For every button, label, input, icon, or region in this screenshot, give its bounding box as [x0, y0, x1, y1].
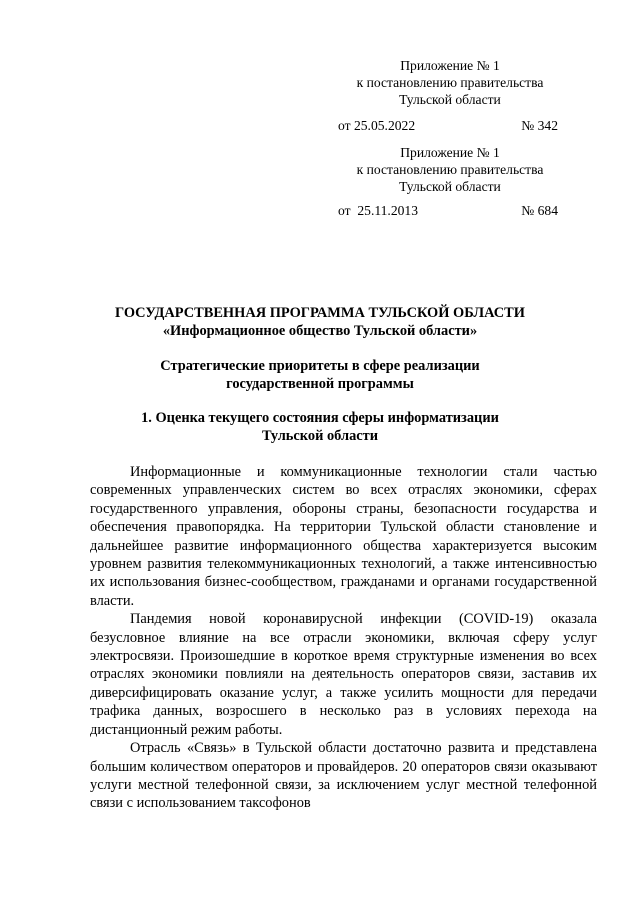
section-heading [70, 409, 570, 445]
body-paragraph: Информационные и коммуникационные технологии стали частью современных управленческих систем во всех отраслях экономики, сферах государственного управления, обороны страны, безопасности государства и обеспечения правопорядка. На территории Тульской области становление и дальнейшее развитие информационного общества характеризуется высоким уровнем развития телекоммуникационных технологий, а также интенсивностью их использования бизнес-сообществом, гражданами и органами государственной власти. [90, 464, 597, 609]
dateline-1 [338, 117, 558, 134]
appendix-line: Тульской области [399, 179, 501, 194]
subtitle-line: государственной программы [226, 376, 414, 392]
appendix-line: к постановлению правительства [356, 75, 544, 90]
section-heading-line: 1. Оценка текущего состояния сферы информатизации [141, 410, 499, 426]
body-paragraph: Пандемия новой коронавирусной инфекции (COVID-19) оказала безусловное влияние на все отрасли экономики, включая сферу услуг электросвязи. Произошедшие в короткое время структурные изменения во всех отраслях экономики повлияли на деятельность операторов связи, заставив их диверсифицировать оказание услуг, а также усилить мощности для передачи трафика данных, возросшего в несколько раз в условиях перехода на дистанционный режим работы. [90, 611, 597, 738]
program-title [70, 304, 570, 340]
resolution-date: от 25.11.2013 [338, 203, 419, 218]
appendix-block-2 [300, 144, 600, 195]
body-paragraph: Отрасль «Связь» в Тульской области достаточно развита и представлена большим количеством операторов и провайдеров. 20 операторов связи оказывают услуги местной телефонной связи, за исключением услуг местной телефонной связи с использованием таксофонов [90, 740, 597, 812]
resolution-number: № 684 [521, 203, 558, 218]
resolution-number: № 342 [521, 118, 558, 133]
resolution-date: от 25.05.2022 [338, 118, 416, 133]
section-subtitle [70, 357, 570, 393]
dateline-2 [338, 202, 558, 219]
section-heading-line: Тульской области [261, 428, 379, 444]
appendix-block-1 [300, 57, 600, 108]
appendix-title: Приложение № 1 [400, 58, 500, 73]
appendix-line: Тульской области [399, 92, 501, 107]
appendix-line: к постановлению правительства [356, 162, 544, 177]
body-text [90, 463, 597, 813]
subtitle-line: Стратегические приоритеты в сфере реализации [160, 358, 480, 374]
appendix-title: Приложение № 1 [400, 145, 500, 160]
program-name: «Информационное общество Тульской области» [162, 323, 478, 339]
program-title-line: ГОСУДАРСТВЕННАЯ ПРОГРАММА ТУЛЬСКОЙ ОБЛАСТИ [115, 305, 525, 321]
